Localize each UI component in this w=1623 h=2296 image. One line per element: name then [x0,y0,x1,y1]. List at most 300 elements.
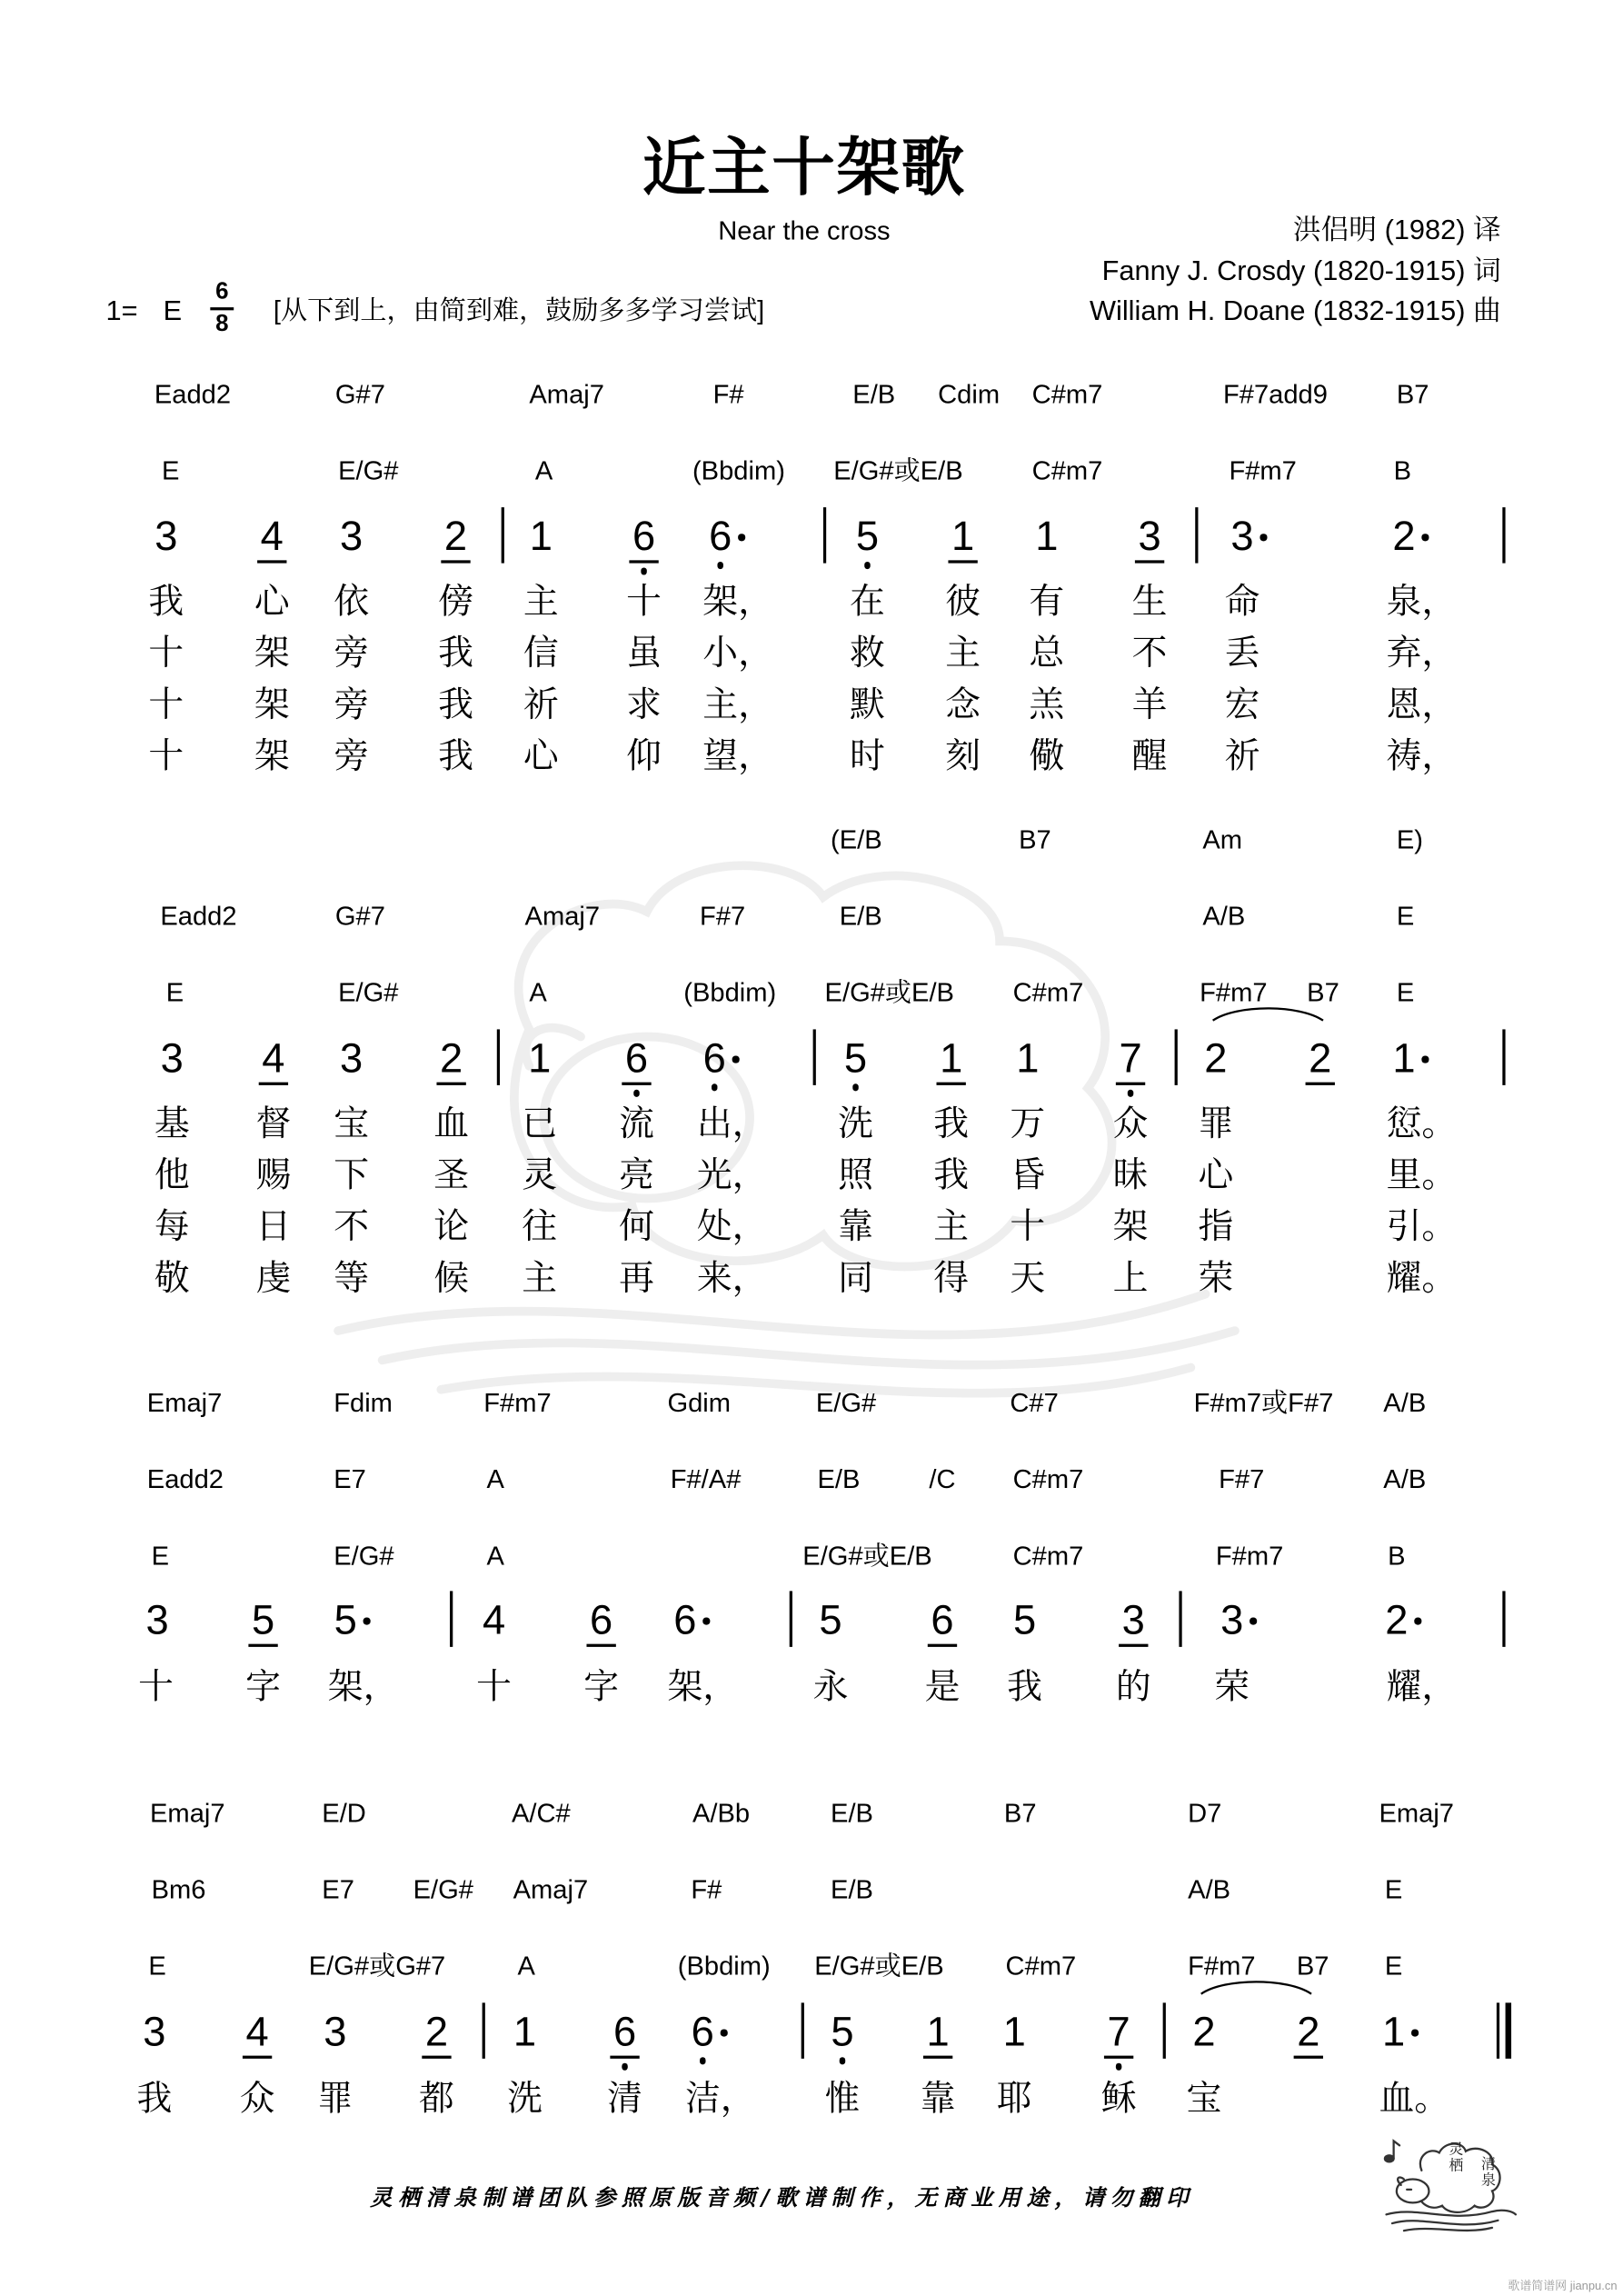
chord-label: F# [691,1874,722,1904]
lyric-syllable: 稣 [1100,2079,1137,2120]
lyric-syllable: 命 [1224,582,1260,623]
low-octave-dot [717,562,723,568]
barline [1179,1591,1181,1646]
barline [1163,2002,1166,2058]
chord-label: A/B [1202,901,1246,932]
chord-label: E/D [322,1798,366,1828]
chord-label: E/G#或E/B [802,1541,932,1571]
chord-label: G#7 [334,379,385,409]
chord-label: C#m7 [1031,379,1103,409]
lyric-syllable: 得 [933,1258,970,1299]
chord-label: B [1388,1541,1406,1571]
eighth-underline [441,560,470,563]
note-digit: 3 [160,1034,184,1082]
translator-credit: 洪侣明 (1982) 译 [1292,215,1501,246]
lyric-syllable: 我 [438,736,473,777]
note-digit: 4 [482,1596,506,1643]
note-digit: 2 [1385,1596,1409,1643]
lyric-syllable: 架 [254,736,290,777]
lyric-syllable: 羊 [1131,684,1168,725]
lyric-syllable: 罪 [317,2079,353,2120]
chord-label: (Bbdim) [677,1951,771,1982]
chord-label: Am [1202,824,1242,854]
lyric-syllable: 架 [1112,1207,1149,1247]
chord-label: E/B [852,379,896,409]
note-digit: 4 [245,2008,269,2054]
chord-label: E/G# [338,977,399,1008]
low-octave-dot [852,1083,859,1090]
chord-label: F#m7 [1215,1541,1284,1571]
chord-label: A/Bb [692,1798,751,1828]
lyric-syllable: 光， [696,1155,768,1196]
lyric-syllable: 我 [1007,1667,1042,1708]
lyric-syllable: 罪 [1198,1103,1234,1144]
lyric-syllable: 里。 [1386,1155,1458,1196]
note-digit: 5 [251,1596,275,1643]
low-octave-dot [1127,1090,1133,1096]
augmentation-dot [363,1618,370,1624]
note-digit: 1 [951,513,975,559]
lyric-syllable: 虔 [255,1258,292,1299]
lyric-syllable: 主 [522,1258,558,1299]
eighth-underline [948,560,977,563]
chord-label: Eadd2 [154,379,232,409]
note-digit: 3 [1121,1596,1145,1643]
chord-label: E [148,1951,166,1982]
eighth-underline [1116,1083,1145,1085]
chord-label: /C [929,1464,956,1494]
note-digit: 1 [1392,1034,1416,1082]
eighth-underline [923,2056,952,2059]
final-barline-thick [1506,2002,1511,2058]
lyric-syllable: 儆 [1029,736,1065,777]
note-digit: 7 [1107,2008,1130,2054]
chord-label: Emaj7 [150,1798,225,1828]
time-signature-numerator: 6 [215,279,229,304]
eighth-underline [586,1644,615,1647]
chord-label: C#m7 [1005,1951,1077,1982]
eighth-underline [937,1083,966,1085]
lyric-syllable: 架 [254,634,290,674]
barline [1175,1029,1178,1084]
chord-label: E/B [831,1874,873,1904]
lyric-syllable: 十 [148,736,184,777]
augmentation-dot [1250,1618,1256,1624]
chord-label: E/G# [413,1874,473,1904]
chord-label: E [151,1541,170,1571]
note-digit: 6 [673,1596,697,1643]
chord-label: A/C# [511,1798,571,1828]
lyric-syllable: 总 [1029,634,1065,674]
eighth-underline [610,2056,639,2059]
lyricist-credit: Fanny J. Crosdy (1820-1915) 词 [1101,256,1501,288]
lyric-syllable: 再 [619,1258,654,1299]
lyric-syllable: 泉， [1386,582,1458,623]
eighth-underline [928,1644,957,1647]
chord-label: Emaj7 [1379,1798,1455,1828]
lyric-syllable: 旁 [334,736,370,777]
augmentation-dot [1260,534,1266,540]
chord-label: (Bbdim) [683,977,777,1008]
note-digit: 3 [145,1596,169,1643]
final-barline-thin [1497,2002,1499,2058]
low-octave-dot [700,2057,706,2063]
chord-label: F#m7 [1188,1951,1256,1982]
chord-label: C#m7 [1031,455,1103,485]
chord-label: A [486,1464,504,1494]
note-digit: 3 [1138,513,1161,559]
lyric-syllable: 天 [1010,1258,1046,1299]
chord-label: B7 [1003,1798,1037,1828]
note-digit: 1 [528,1034,552,1082]
lyric-syllable: 十 [148,684,184,725]
note-digit: 1 [1035,513,1059,559]
note-digit: 2 [1204,1034,1228,1082]
lyric-syllable: 羔 [1029,684,1065,725]
augmentation-dot [738,534,744,540]
low-octave-dot [633,1090,640,1096]
chord-label: E/G# [334,1541,394,1571]
note-digit: 2 [440,1034,463,1082]
lyric-syllable: 祷， [1386,736,1458,777]
chord-label: A/B [1383,1464,1427,1494]
lyric-syllable: 指 [1198,1207,1234,1247]
barline [1195,507,1198,563]
lyric-syllable: 彼 [945,582,981,623]
lyric-syllable: 架， [327,1667,399,1708]
note-digit: 6 [691,2008,714,2054]
lyric-syllable: 清 [607,2079,642,2120]
note-digit: 3 [1230,513,1254,559]
eighth-underline [259,1083,288,1085]
note-digit: 4 [262,1034,285,1082]
chord-label: B [1393,455,1412,485]
chord-label: E [1384,1874,1403,1904]
note-digit: 2 [1192,2008,1216,2054]
note-digit: 5 [819,1596,842,1643]
lyric-syllable: 等 [334,1258,370,1299]
chord-label: Gdim [667,1388,732,1418]
note-digit: 2 [1392,513,1416,559]
lyric-syllable: 荣 [1214,1667,1250,1708]
augmentation-dot [732,1056,739,1063]
augmentation-dot [1421,534,1428,540]
eighth-underline [1135,560,1164,563]
lyric-syllable: 灵 [522,1155,558,1196]
note-digit: 3 [143,2008,166,2054]
time-signature-bar [210,307,234,310]
note-digit: 6 [931,1596,954,1643]
lyric-syllable: 主， [702,684,773,725]
lyric-syllable: 字 [245,1667,281,1708]
lyric-syllable: 众 [1112,1103,1149,1144]
lyric-syllable: 救 [850,634,885,674]
lyric-syllable: 同 [838,1258,873,1299]
lyric-syllable: 祈 [523,684,559,725]
note-digit: 1 [513,2008,537,2054]
chord-label: E/B [817,1464,861,1494]
chord-label: Cdim [938,379,1001,409]
chord-label: Eadd2 [146,1464,224,1494]
chord-label: E [161,455,180,485]
note-digit: 3 [340,513,363,559]
logo-text-left: 灵栖 [1445,2141,1462,2174]
lyric-syllable: 不 [334,1207,370,1247]
lyric-syllable: 架 [254,684,290,725]
eighth-underline [1294,2056,1323,2059]
low-octave-dot [622,2063,628,2070]
eighth-underline [257,560,286,563]
lyric-syllable: 十 [626,582,662,623]
chord-label: E/B [831,1798,873,1828]
low-octave-dot [712,1083,718,1090]
barline [450,1591,453,1646]
lyric-syllable: 愆。 [1386,1103,1458,1144]
chord-label: F#7 [1219,1464,1265,1494]
lyric-syllable: 血 [433,1103,470,1144]
lyric-syllable: 下 [334,1155,370,1196]
note-digit: 2 [1297,2008,1320,2054]
practice-instruction: [从下到上，由简到难，鼓励多多学习尝试] [273,295,765,325]
lyric-syllable: 候 [433,1258,470,1299]
lyric-syllable: 引。 [1386,1207,1458,1247]
lyric-syllable: 来， [696,1258,768,1299]
note-digit: 2 [1309,1034,1332,1082]
barline [813,1029,816,1084]
lyric-syllable: 耀， [1386,1667,1458,1708]
low-octave-dot [864,562,871,568]
barline [802,2002,804,2058]
chord-label: A/B [1188,1874,1231,1904]
chord-label: E/B [839,901,882,932]
note-digit: 1 [1002,2008,1026,2054]
lyric-syllable: 他 [154,1155,190,1196]
lyric-syllable: 基 [154,1103,190,1144]
key-label: 1= [105,295,138,327]
chord-label: D7 [1188,1798,1222,1828]
lyric-syllable: 每 [154,1207,190,1247]
chord-label: E [1396,901,1415,932]
chord-label: F#m7或F#7 [1193,1388,1334,1418]
song-title: 近主十架歌 [642,133,966,205]
lyric-syllable: 念 [945,684,981,725]
lyric-syllable: 心 [1198,1155,1234,1196]
composer-credit: William H. Doane (1832-1915) 曲 [1090,295,1501,327]
lyric-syllable: 照 [838,1155,873,1196]
note-digit: 6 [702,1034,726,1082]
lyric-syllable: 惟 [824,2079,861,2120]
note-digit: 3 [324,2008,347,2054]
lyric-syllable: 都 [419,2079,454,2120]
lyric-syllable: 不 [1131,634,1168,674]
chord-label: Amaj7 [529,379,604,409]
chord-label: (Bbdim) [692,455,785,485]
chord-label: G#7 [334,901,385,932]
chord-label: A [517,1951,535,1982]
eighth-underline [1306,1083,1335,1085]
lyric-syllable: 靠 [920,2079,956,2120]
chord-label: E [1384,1951,1403,1982]
lyric-syllable: 宝 [1186,2079,1222,2120]
chord-label: F#7 [700,901,746,932]
note-digit: 1 [940,1034,963,1082]
logo-text-right: 清泉 [1477,2155,1494,2189]
barline [1502,1029,1505,1084]
lyric-syllable: 生 [1131,582,1168,623]
barline [1502,507,1505,563]
augmentation-dot [1414,1618,1420,1624]
chord-label: F#7add9 [1222,379,1328,409]
lyric-syllable: 信 [523,634,559,674]
lyric-syllable: 傍 [438,582,473,623]
note-digit: 1 [529,513,553,559]
lyric-syllable: 洁， [684,2079,756,2120]
lyric-syllable: 心 [523,736,559,777]
lyric-syllable: 字 [583,1667,620,1708]
lyric-syllable: 赐 [255,1155,292,1196]
chord-label: B7 [1396,379,1429,409]
chord-label: Eadd2 [160,901,237,932]
lyric-syllable: 督 [255,1103,292,1144]
chord-label: C#m7 [1012,977,1084,1008]
lyric-syllable: 我 [933,1103,970,1144]
lyric-syllable: 万 [1010,1103,1046,1144]
lyric-syllable: 永 [812,1667,849,1708]
note-digit: 1 [926,2008,950,2054]
augmentation-dot [721,2029,727,2035]
note-digit: 1 [1016,1034,1040,1082]
key-tonic: E [163,295,183,327]
lyric-syllable: 小， [702,634,773,674]
lyric-syllable: 耀。 [1386,1258,1458,1299]
chord-label: C#m7 [1012,1464,1084,1494]
augmentation-dot [1421,1056,1428,1063]
eighth-underline [436,1083,465,1085]
note-digit: 5 [843,1034,868,1082]
lyric-syllable: 弃， [1386,634,1458,674]
lyric-syllable: 众 [239,2079,275,2120]
low-octave-dot [839,2057,845,2063]
chord-label: C#7 [1010,1388,1059,1418]
eighth-underline [243,2056,272,2059]
lyric-syllable: 架， [667,1667,739,1708]
barline [823,507,826,563]
lyric-syllable: 已 [522,1103,558,1144]
barline [497,1029,500,1084]
note-digit: 6 [624,1034,649,1082]
chord-label: F#m7 [1200,977,1268,1008]
lyric-syllable: 是 [924,1667,961,1708]
chord-label: E/G#或E/B [824,977,954,1008]
chord-label: Fdim [334,1388,393,1418]
song-subtitle: Near the cross [718,215,891,246]
lyric-syllable: 默 [850,684,885,725]
eighth-underline [1119,1644,1148,1647]
barline [790,1591,792,1646]
lyric-syllable: 旁 [334,684,370,725]
lyric-syllable: 洗 [838,1103,873,1144]
note-digit: 2 [424,2008,449,2054]
lyric-syllable: 主 [933,1207,970,1247]
lyric-syllable: 我 [148,582,184,623]
lyric-syllable: 架， [702,582,773,623]
note-digit: 6 [612,2008,637,2054]
chord-label: E) [1396,824,1423,854]
eighth-underline [629,560,658,563]
augmentation-dot [702,1618,709,1624]
lyric-syllable: 十 [148,634,184,674]
site-watermark: 歌谱简谱网 jianpu.cn [1508,2279,1618,2293]
lyric-syllable: 论 [433,1207,470,1247]
chord-label: F#m7 [1229,455,1297,485]
barline [483,2002,485,2058]
lyric-syllable: 敬 [154,1258,190,1299]
lyric-syllable: 主 [945,634,981,674]
lyric-syllable: 靠 [838,1207,873,1247]
eighth-underline [248,1644,277,1647]
chord-label: F#m7 [483,1388,552,1418]
note-digit: 1 [1382,2008,1406,2054]
note-digit: 3 [340,1034,363,1082]
note-digit: 5 [855,513,880,559]
note-digit: 4 [260,513,284,559]
lyric-syllable: 祈 [1224,736,1260,777]
note-digit: 5 [1012,1596,1037,1643]
lyric-syllable: 的 [1115,1667,1151,1708]
note-digit: 3 [154,513,178,559]
note-digit: 6 [632,513,656,559]
chord-label: F# [712,379,744,409]
lyric-syllable: 虽 [626,634,662,674]
lyric-syllable: 仰 [626,736,662,777]
footer-notice: 灵栖清泉制谱团队参照原版音频/歌谱制作，无商业用途，请勿翻印 [370,2184,1195,2211]
lyric-syllable: 刻 [945,736,981,777]
lyric-syllable: 丢 [1224,634,1260,674]
lyric-syllable: 亮 [619,1155,654,1196]
lyric-syllable: 我 [438,634,473,674]
chord-label: Bm6 [151,1874,206,1904]
chord-label: C#m7 [1012,1541,1084,1571]
lyric-syllable: 昧 [1112,1155,1149,1196]
chord-label: B7 [1019,824,1051,854]
lyric-syllable: 日 [255,1207,292,1247]
lyric-syllable: 血。 [1379,2079,1450,2120]
low-octave-dot [641,567,647,574]
chord-label: E/G#或G#7 [308,1951,446,1982]
chord-label: E/G#或E/B [814,1951,944,1982]
lyric-syllable: 我 [438,684,473,725]
augmentation-dot [1411,2029,1418,2035]
chord-label: B7 [1307,977,1339,1008]
lyric-syllable: 求 [626,684,662,725]
chord-label: E [165,977,184,1008]
lyric-syllable: 恩， [1386,684,1458,725]
lyric-syllable: 上 [1112,1258,1149,1299]
lyric-syllable: 在 [850,582,885,623]
lyric-syllable: 流 [619,1103,654,1144]
chord-label: A/B [1383,1388,1427,1418]
chord-label: Amaj7 [524,901,601,932]
lyric-syllable: 心 [254,582,290,623]
note-digit: 5 [831,2008,854,2054]
note-digit: 2 [443,513,468,559]
chord-label: E/G# [338,455,399,485]
lyric-syllable: 十 [138,1667,174,1708]
chord-label: E/G# [815,1388,877,1418]
lyric-syllable: 往 [522,1207,558,1247]
barline [1502,1591,1505,1646]
chord-label: A [534,455,553,485]
